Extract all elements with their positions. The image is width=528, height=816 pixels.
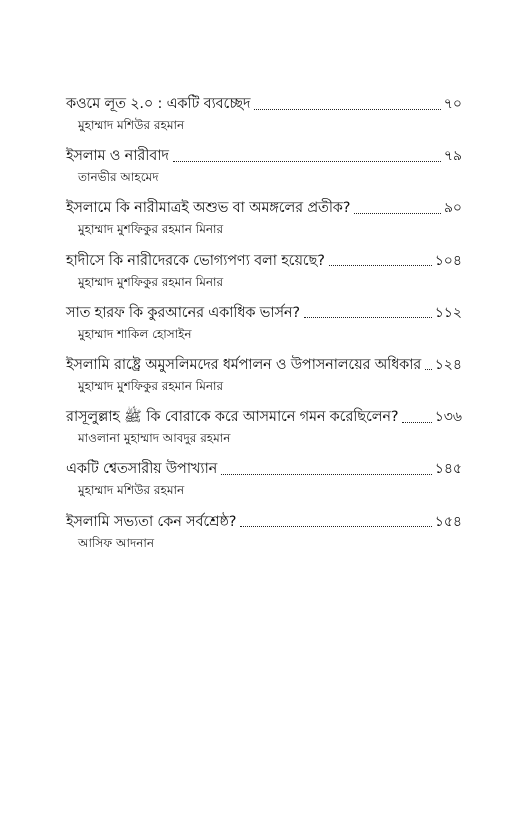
dot-leader: [402, 422, 431, 423]
toc-entry[interactable]: [66, 249, 462, 301]
toc-title-line: [66, 144, 462, 168]
dot-leader: [240, 526, 431, 527]
toc-author: মুহাম্মাদ মশিউর রহমান: [78, 483, 185, 498]
toc-author: তানভীর আহমেদ: [78, 170, 159, 185]
toc-entry[interactable]: [66, 92, 462, 144]
toc-entry[interactable]: [66, 196, 462, 248]
dot-leader: [221, 474, 432, 475]
toc-page-number: ৭৯: [443, 148, 462, 165]
toc-page-number: ১২৪: [434, 356, 462, 373]
toc-page-number: ১৩৬: [434, 409, 462, 426]
toc-page-number: ৭০: [443, 96, 462, 112]
toc-author: মুহাম্মাদ শাকিল হোসাইন: [78, 326, 192, 341]
toc-entry[interactable]: [66, 405, 462, 457]
dot-leader: [304, 317, 432, 318]
toc-title-line: [66, 405, 462, 429]
toc-author: মুহাম্মাদ মুশফিকুর রহমান মিনার: [78, 222, 224, 237]
toc-title: ইসলামি সভ্যতা কেন সর্বশ্রেষ্ঠ?: [66, 513, 237, 530]
toc-author: মুহাম্মাদ মুশফিকুর রহমান মিনার: [78, 378, 224, 393]
toc-entry[interactable]: [66, 301, 462, 353]
toc-title-line: [66, 196, 462, 220]
toc-title-line: [66, 92, 462, 116]
toc-title: সাত হারফ কি কুরআনের একাধিক ভার্সন?: [66, 304, 300, 321]
toc-title-line: [66, 510, 462, 534]
toc-author: মাওলানা মুহাম্মাদ আবদুর রহমান: [78, 431, 231, 446]
toc-entry[interactable]: [66, 510, 462, 562]
dot-leader: [354, 213, 441, 214]
toc-page-number: ১১২: [434, 304, 462, 321]
toc-title: হাদীসে কি নারীদেরকে ভোগ্যপণ্য বলা হয়েছে?: [66, 252, 325, 269]
dot-leader: [425, 369, 432, 370]
toc-page-number: ৯০: [443, 200, 462, 217]
dot-leader: [173, 161, 441, 162]
toc-title: কওমে লূত ২.০ : একটি ব্যবচ্ছেদ: [66, 96, 251, 112]
toc-title: ইসলামে কি নারীমাত্রই অশুভ বা অমঙ্গলের প্রতীক?: [66, 200, 351, 217]
dot-leader: [329, 265, 432, 266]
toc-entry[interactable]: [66, 457, 462, 509]
toc-title-line: [66, 301, 462, 325]
toc-title: ইসলাম ও নারীবাদ: [66, 148, 169, 165]
toc-title: একটি শ্বেতসারীয় উপাখ্যান: [66, 461, 218, 478]
toc-title-line: [66, 457, 462, 481]
toc-title-line: [66, 353, 462, 377]
toc-page-number: ১৪৫: [434, 461, 462, 478]
toc-title-line: [66, 249, 462, 273]
toc-entry[interactable]: [66, 144, 462, 196]
toc-author: আসিফ আদনান: [78, 535, 155, 550]
toc-entry[interactable]: [66, 353, 462, 405]
table-of-contents: [66, 92, 462, 562]
toc-author: মুহাম্মাদ মশিউর রহমান: [78, 118, 185, 132]
toc-author: মুহাম্মাদ মুশফিকুর রহমান মিনার: [78, 274, 224, 289]
toc-page-number: ১৫৪: [434, 513, 462, 530]
dot-leader: [254, 109, 440, 110]
toc-title: ইসলামি রাষ্ট্রে অমুসলিমদের ধর্মপালন ও উপাসনালয়ের অধিকার: [66, 356, 422, 373]
toc-title: রাসূলুল্লাহ ﷺ কি বোরাকে করে আসমানে গমন করেছিলেন?: [66, 409, 399, 426]
toc-page-number: ১০৪: [434, 252, 462, 269]
